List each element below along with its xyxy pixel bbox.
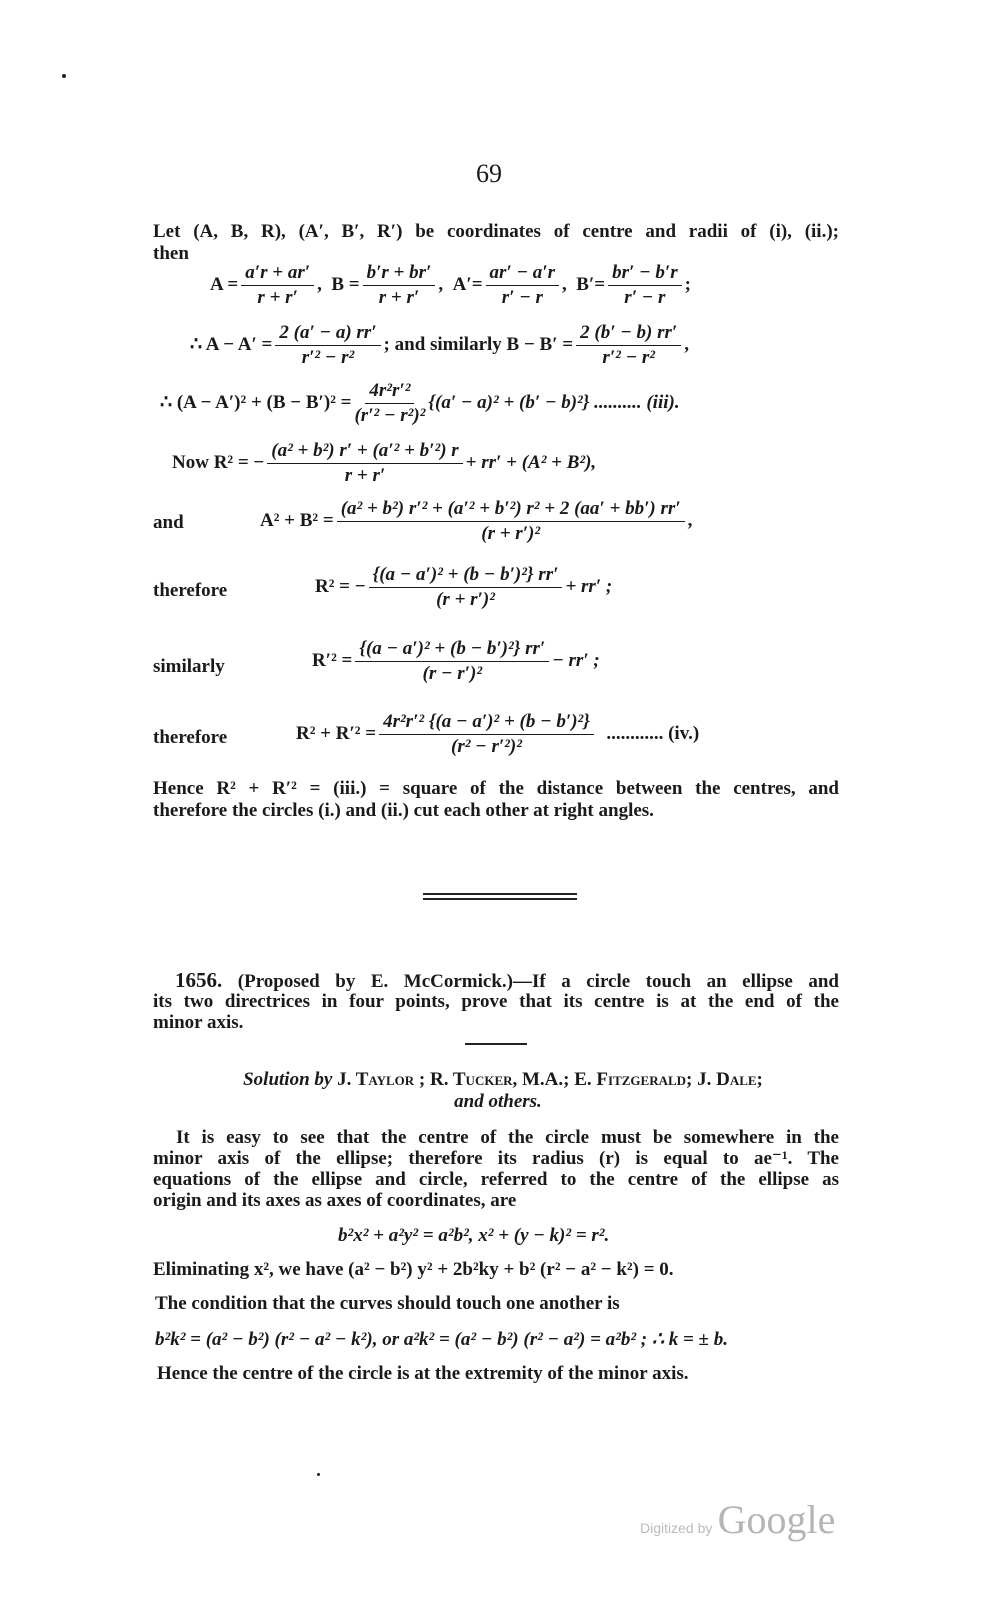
solution-line-4: origin and its axes as axes of coordinates, are [153,1190,517,1211]
page-number: 69 [476,159,502,188]
label-similarly: similarly [153,656,225,677]
solution-byline: Solution by J. Taylor ; R. Tucker, M.A.; E. Fitzgerald; J. Dale; [243,1069,763,1090]
equation-3: ∴ (A − A′)² + (B − B′)² = $\frac{\text{4r²r′²}}{\text{(r′² − r²)²}}$ {(a′ − a)² + (b′ − b)²} .......... (iii). [160,380,680,426]
solution-line-3: equations of the ellipse and circle, referred to the centre of the ellipse as [153,1169,839,1190]
scan-speck [62,74,66,78]
equation-5: A² + B² = $\frac{\text{(a² + b²) r′² + (a′² + b′²) r² + 2 (aa′ + bb′) rr′}}{\text{(r + r′)²}}$ , [260,498,693,544]
problem-number: 1656. [175,968,223,992]
equation-1: A = $\frac{a'r + ar'}{r + r'}$ , B = $\frac{b'r + br'}{r + r'}$ , A′= $\frac{ar' - a'r}{r' - r}$ , B′= $\frac{br' - b'r}{r' - r}$ ; [210,262,691,308]
digitized-watermark: Digitized by Google [640,1497,836,1542]
solution-byline-2: and others. [454,1091,542,1112]
problem-line-3: minor axis. [153,1012,244,1033]
eliminating-line: Eliminating x², we have (a² − b²) y² + 2b²ky + b² (r² − a² − k²) = 0. [153,1259,674,1280]
equation-ellipse-circle: b²x² + a²y² = a²b², x² + (y − k)² = r². [338,1225,610,1246]
intro-line-2: then [153,243,189,264]
label-therefore-2: therefore [153,727,228,748]
solution-line-2: minor axis of the ellipse; therefore its radius (r) is equal to ae⁻¹. The [153,1148,839,1169]
short-divider [465,1043,527,1045]
conclusion-line-2: therefore the circles (i.) and (ii.) cut each other at right angles. [153,800,654,821]
scan-speck [317,1473,320,1476]
google-logo: Google [717,1497,836,1542]
equation-2: ∴ A − A′ = $\frac{2 (a' - a) rr'}{\text{r′² − r²}}$ ; and similarly B − B′ = $\frac{2 (b' - b) rr'}{\text{r′² − r²}}$ , [190,322,690,368]
problem-line-1: 1656. (Proposed by E. McCormick.)—If a circle touch an ellipse and [153,969,839,993]
equation-7: R′² = $\frac{\text{\{(a − a′)² + (b − b′)²\} rr′}}{\text{(r − r′)²}}$ − rr′ ; [312,638,600,684]
solution-line-1: It is easy to see that the centre of the circle must be somewhere in the [176,1127,839,1148]
final-line: Hence the centre of the circle is at the extremity of the minor axis. [157,1363,689,1384]
label-and: and [153,512,184,533]
section-divider [423,893,577,895]
problem-line-2: its two directrices in four points, prove that its centre is at the end of the [153,991,839,1012]
equation-8: R² + R′² = $\frac{\text{4r²r′² \{(a − a′)² + (b − b′)²\}}}{\text{(r² − r′²)²}}$ ............ (iv.) [296,711,700,757]
equation-condition: b²k² = (a² − b²) (r² − a² − k²), or a²k² = (a² − b²) (r² − a²) = a²b² ; ∴ k = ± b. [155,1329,728,1350]
condition-line: The condition that the curves should touch one another is [155,1293,620,1314]
label-therefore: therefore [153,580,228,601]
intro-line-1: Let (A, B, R), (A′, B′, R′) be coordinates of centre and radii of (i), (ii.); [153,221,839,242]
equation-6: R² = − $\frac{\text{\{(a − a′)² + (b − b′)²\} rr′}}{\text{(r + r′)²}}$ + rr′ ; [315,564,613,610]
section-divider [423,898,577,900]
conclusion-line-1: Hence R² + R′² = (iii.) = square of the distance between the centres, and [153,778,839,799]
equation-4: Now R² = − $\frac{\text{(a² + b²) r′ + (a′² + b′²) r}}{r + r'}$ + rr′ + (A² + B²), [172,440,597,486]
